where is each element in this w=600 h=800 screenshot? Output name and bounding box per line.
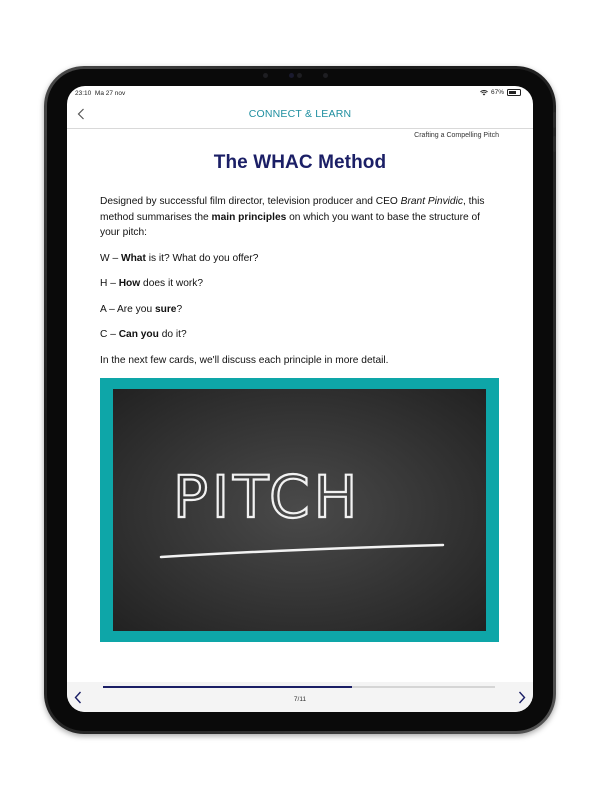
intro-paragraph: Designed by successful film director, television producer and CEO Brant Pinvidic, this method summarises the main principles on which you want to base the structure of your pitch: xyxy=(100,196,485,238)
breadcrumb: Crafting a Compelling Pitch xyxy=(414,132,499,139)
progress-track xyxy=(103,686,495,688)
app-screen xyxy=(67,86,533,712)
outro-paragraph: In the next few cards, we'll discuss each principle in more detail. xyxy=(100,354,389,366)
principle-item-w: W – What is it? What do you offer? xyxy=(100,252,259,264)
page-title: The WHAC Method xyxy=(213,152,387,173)
chalk-text: PITCH xyxy=(173,463,362,531)
battery-percent: 67% xyxy=(490,89,504,96)
status-date: Ma 27 nov xyxy=(94,90,126,97)
author-name: Brant Pinvidic xyxy=(400,196,463,207)
bottom-bar xyxy=(67,682,533,712)
chalkboard xyxy=(113,389,486,631)
principle-item-h: H – How does it work? xyxy=(100,278,204,289)
prev-button[interactable] xyxy=(71,687,85,707)
volume-button xyxy=(553,136,556,152)
chalkboard-art xyxy=(113,389,486,631)
nav-bar xyxy=(67,100,533,129)
pitch-image xyxy=(100,378,499,642)
page-indicator: 7/11 xyxy=(293,696,307,703)
battery-icon xyxy=(507,89,521,96)
nav-title: CONNECT & LEARN xyxy=(248,108,352,120)
chevron-left-icon xyxy=(74,691,82,704)
wifi-icon xyxy=(480,90,488,96)
main-principles-text: main principles xyxy=(211,211,287,223)
principle-item-a: A – Are you sure? xyxy=(100,303,183,315)
status-indicators xyxy=(480,89,521,96)
progress-fill xyxy=(103,686,352,688)
status-time: 23:10 Ma 27 nov xyxy=(75,90,126,97)
principle-item-c: C – Can you do it? xyxy=(100,329,187,340)
card-content xyxy=(100,152,500,378)
status-bar xyxy=(67,86,533,100)
next-button[interactable] xyxy=(515,687,529,707)
chevron-right-icon xyxy=(518,691,526,704)
side-button xyxy=(553,112,556,128)
front-camera xyxy=(261,72,341,79)
